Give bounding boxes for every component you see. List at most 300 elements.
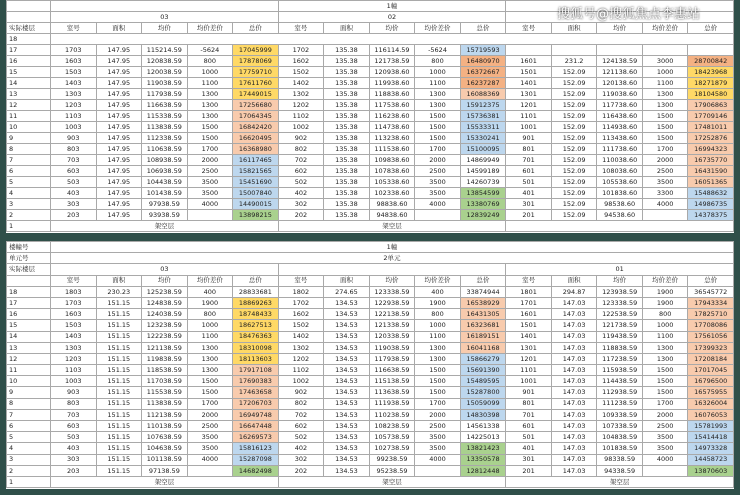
total-price: 15866279 <box>460 353 506 364</box>
area: 135.38 <box>324 45 370 56</box>
total-price: 18310098 <box>233 342 279 353</box>
floor-number: 16 <box>7 56 51 67</box>
floor-number: 8 <box>7 144 51 155</box>
price-difference: 4000 <box>187 199 233 210</box>
unit-price: 123338.59 <box>597 297 643 308</box>
price-difference: -5624 <box>187 45 233 56</box>
unit-price: 120138.60 <box>597 78 643 89</box>
area: 135.38 <box>324 155 370 166</box>
total-price: 15287098 <box>233 454 279 465</box>
price-difference: 1100 <box>642 331 688 342</box>
column-header: 均价差价 <box>642 23 688 34</box>
price-difference: 1300 <box>415 353 461 364</box>
total-price <box>688 45 734 56</box>
total-price: 18476363 <box>233 331 279 342</box>
floor-row <box>7 297 734 308</box>
floor-number: 11 <box>7 365 51 376</box>
floor-row <box>7 454 734 465</box>
room-number: 1503 <box>51 320 97 331</box>
bottom-unit-title: 2单元 <box>51 253 734 264</box>
floor-row <box>7 56 734 67</box>
total-price: 17206703 <box>233 398 279 409</box>
column-header: 面积 <box>96 23 142 34</box>
total-price: 16323681 <box>460 320 506 331</box>
floor-row <box>7 155 734 166</box>
price-difference: -5624 <box>415 45 461 56</box>
total-price: 13898215 <box>233 210 279 221</box>
floor-number: 5 <box>7 177 51 188</box>
price-difference: 800 <box>415 56 461 67</box>
price-difference: 1500 <box>642 387 688 398</box>
room-number: 1201 <box>506 100 552 111</box>
column-header: 均价 <box>597 23 643 34</box>
floor-number: 15 <box>7 320 51 331</box>
total-price: 16051365 <box>688 177 734 188</box>
price-difference: 4000 <box>642 199 688 210</box>
unit-price: 108938.59 <box>142 155 188 166</box>
price-difference: 3500 <box>642 443 688 454</box>
total-price: 17690383 <box>233 376 279 387</box>
floor-row <box>7 421 734 432</box>
top-unit-02: 02 <box>278 12 506 23</box>
area: 152.09 <box>551 188 597 199</box>
floor-row <box>7 365 734 376</box>
unit-price: 95238.59 <box>369 465 415 476</box>
floor-row <box>7 465 734 476</box>
total-price: 13350578 <box>460 454 506 465</box>
room-number: 803 <box>51 398 97 409</box>
price-difference: 1100 <box>187 331 233 342</box>
column-header: 面积 <box>96 275 142 286</box>
room-number: 702 <box>278 155 324 166</box>
area: 147.95 <box>96 100 142 111</box>
price-difference: 800 <box>187 56 233 67</box>
floor-row <box>7 443 734 454</box>
room-number: 1203 <box>51 353 97 364</box>
unit-price: 119038.60 <box>597 89 643 100</box>
price-difference: 1900 <box>415 297 461 308</box>
area: 151.15 <box>96 309 142 320</box>
column-header: 面积 <box>551 275 597 286</box>
price-difference: 1300 <box>187 100 233 111</box>
total-price: 13380769 <box>460 199 506 210</box>
total-price: 16994323 <box>688 144 734 155</box>
column-header: 室号 <box>506 275 552 286</box>
total-price: 16368980 <box>233 144 279 155</box>
total-price: 28833681 <box>233 286 279 297</box>
room-number: 502 <box>278 432 324 443</box>
area: 151.15 <box>96 342 142 353</box>
area: 147.95 <box>96 122 142 133</box>
total-price: 16326004 <box>688 398 734 409</box>
room-number: 1201 <box>506 353 552 364</box>
unit-price: 107838.60 <box>369 166 415 177</box>
floor-row <box>7 476 734 487</box>
price-difference: 3500 <box>415 443 461 454</box>
floor-row <box>7 432 734 443</box>
unit-price: 94338.59 <box>597 465 643 476</box>
price-difference: 2000 <box>187 409 233 420</box>
area: 151.15 <box>96 297 142 308</box>
total-price: 14561338 <box>460 421 506 432</box>
bottom-unit-01: 01 <box>506 264 734 275</box>
top-corner <box>7 1 51 12</box>
total-price: 17017045 <box>688 365 734 376</box>
unit-price: 122538.59 <box>597 309 643 320</box>
unit-price: 101838.60 <box>597 188 643 199</box>
total-price: 15488632 <box>688 188 734 199</box>
room-number: 1401 <box>506 331 552 342</box>
floor-number: 14 <box>7 78 51 89</box>
room-number: 1702 <box>278 45 324 56</box>
total-price: 17449015 <box>233 89 279 100</box>
area: 147.03 <box>551 353 597 364</box>
total-price: 17252876 <box>688 133 734 144</box>
room-number: 1503 <box>51 67 97 78</box>
unit-price: 119038.59 <box>142 78 188 89</box>
unit-price: 105338.60 <box>369 177 415 188</box>
price-difference: 2500 <box>187 421 233 432</box>
price-difference: 1500 <box>415 376 461 387</box>
floor-row <box>7 387 734 398</box>
unit-price: 111238.59 <box>597 398 643 409</box>
unit-price: 101438.59 <box>142 188 188 199</box>
area: 231.2 <box>551 56 597 67</box>
price-difference <box>642 210 688 221</box>
room-number: 803 <box>51 144 97 155</box>
top-floor-label-blank <box>7 12 51 23</box>
unit-price: 114938.60 <box>597 122 643 133</box>
area: 134.53 <box>324 365 370 376</box>
area: 134.53 <box>324 443 370 454</box>
unit-price: 121138.59 <box>142 342 188 353</box>
total-price: 15287800 <box>460 387 506 398</box>
unit-price: 121738.59 <box>597 320 643 331</box>
price-difference: 1000 <box>187 320 233 331</box>
total-price: 17463658 <box>233 387 279 398</box>
room-number: 801 <box>506 398 552 409</box>
unit-price: 117938.59 <box>369 353 415 364</box>
area: 134.53 <box>324 342 370 353</box>
total-price: 17208184 <box>688 353 734 364</box>
area: 147.95 <box>96 45 142 56</box>
price-difference: 3500 <box>415 432 461 443</box>
floor-row <box>7 342 734 353</box>
area: 147.95 <box>96 177 142 188</box>
area: 135.38 <box>324 177 370 188</box>
room-number: 1501 <box>506 320 552 331</box>
price-difference: 3500 <box>642 177 688 188</box>
price-difference: 1700 <box>415 144 461 155</box>
room-number: 703 <box>51 409 97 420</box>
unit-price: 110138.59 <box>142 421 188 432</box>
room-number: 202 <box>278 465 324 476</box>
area: 134.53 <box>324 398 370 409</box>
area: 152.09 <box>551 155 597 166</box>
total-price: 15816123 <box>233 443 279 454</box>
floor-number: 1 <box>7 476 51 487</box>
unit-price: 101838.59 <box>597 443 643 454</box>
total-price: 13854599 <box>460 188 506 199</box>
total-price: 17917108 <box>233 365 279 376</box>
room-number: 302 <box>278 199 324 210</box>
total-price: 15821565 <box>233 166 279 177</box>
price-difference: 1100 <box>415 78 461 89</box>
unit-price: 97138.59 <box>142 465 188 476</box>
room-number: 703 <box>51 155 97 166</box>
unit-price: 114438.59 <box>597 376 643 387</box>
room-number: 802 <box>278 144 324 155</box>
area: 147.03 <box>551 409 597 420</box>
total-price: 16575955 <box>688 387 734 398</box>
unit-price: 124038.59 <box>142 309 188 320</box>
unit-price: 109838.60 <box>369 155 415 166</box>
room-number: 903 <box>51 387 97 398</box>
column-header: 均价差价 <box>187 275 233 286</box>
price-difference: 1900 <box>187 297 233 308</box>
floor-number: 17 <box>7 297 51 308</box>
bottom-unit-label: 单元号 <box>7 253 51 264</box>
total-price: 16620495 <box>233 133 279 144</box>
price-difference: 1300 <box>187 353 233 364</box>
unit-price <box>597 45 643 56</box>
floor-number: 10 <box>7 122 51 133</box>
total-price: 17561056 <box>688 331 734 342</box>
area: 134.53 <box>324 376 370 387</box>
total-price: 15691390 <box>460 365 506 376</box>
stilt-floor-cell <box>506 221 734 232</box>
price-difference: 400 <box>187 286 233 297</box>
column-header: 均价 <box>369 275 415 286</box>
top-price-table-panel <box>6 0 734 233</box>
room-number: 1402 <box>278 78 324 89</box>
total-price: 16041168 <box>460 342 506 353</box>
floor-row <box>7 221 734 232</box>
room-number: 1802 <box>278 286 324 297</box>
column-header: 均价 <box>142 275 188 286</box>
area: 152.09 <box>551 78 597 89</box>
room-number: 1403 <box>51 78 97 89</box>
area: 135.38 <box>324 89 370 100</box>
room-number: 801 <box>506 144 552 155</box>
area: 135.38 <box>324 56 370 67</box>
floor-number: 12 <box>7 353 51 364</box>
floor-row <box>7 409 734 420</box>
area: 135.38 <box>324 67 370 78</box>
price-difference: 1900 <box>642 297 688 308</box>
price-difference: 1300 <box>187 111 233 122</box>
price-difference: 3500 <box>642 432 688 443</box>
total-price: 15781993 <box>688 421 734 432</box>
unit-price: 125238.59 <box>142 286 188 297</box>
unit-price: 116238.60 <box>369 111 415 122</box>
floor-row <box>7 353 734 364</box>
total-price: 15414418 <box>688 432 734 443</box>
area: 152.09 <box>551 67 597 78</box>
unit-price: 101138.59 <box>142 454 188 465</box>
area: 152.09 <box>551 133 597 144</box>
area: 152.09 <box>551 89 597 100</box>
price-difference: 4000 <box>642 454 688 465</box>
room-number: 1302 <box>278 89 324 100</box>
area: 151.15 <box>96 421 142 432</box>
area: 152.09 <box>551 166 597 177</box>
unit-price: 104438.59 <box>142 177 188 188</box>
price-difference: 1500 <box>415 133 461 144</box>
stilt-floor-cell: 架空层 <box>278 221 506 232</box>
total-price: 16088369 <box>460 89 506 100</box>
total-price: 16842420 <box>233 122 279 133</box>
room-number: 1101 <box>506 111 552 122</box>
stilt-floor-cell: 架空层 <box>278 476 506 487</box>
room-number: 1801 <box>506 286 552 297</box>
floor-row <box>7 286 734 297</box>
area: 147.95 <box>96 155 142 166</box>
unit-price: 123938.59 <box>597 286 643 297</box>
room-number: 401 <box>506 188 552 199</box>
total-price: 16372667 <box>460 67 506 78</box>
top-price-table <box>6 0 734 232</box>
top-unit-03: 03 <box>51 12 279 23</box>
room-number: 1103 <box>51 365 97 376</box>
price-difference: 4000 <box>187 454 233 465</box>
price-difference: 2500 <box>415 166 461 177</box>
total-price: 14682498 <box>233 465 279 476</box>
price-difference: 2000 <box>642 155 688 166</box>
room-number: 1601 <box>506 309 552 320</box>
total-price: 16431305 <box>460 309 506 320</box>
unit-price: 119938.60 <box>369 78 415 89</box>
top-building-title-cell <box>51 1 279 12</box>
area: 135.38 <box>324 188 370 199</box>
price-difference: 1300 <box>642 89 688 100</box>
room-number: 603 <box>51 421 97 432</box>
total-price: 16647448 <box>233 421 279 432</box>
total-price: 17064345 <box>233 111 279 122</box>
total-price: 16480970 <box>460 56 506 67</box>
floor-row <box>7 398 734 409</box>
area: 294.87 <box>551 286 597 297</box>
area: 134.53 <box>324 465 370 476</box>
price-difference: 1500 <box>187 122 233 133</box>
price-difference: 1300 <box>187 342 233 353</box>
room-number: 1501 <box>506 67 552 78</box>
price-difference: 3500 <box>187 432 233 443</box>
room-number: 1003 <box>51 376 97 387</box>
column-header: 均价 <box>597 275 643 286</box>
unit-price: 119038.59 <box>369 342 415 353</box>
room-number: 203 <box>51 465 97 476</box>
floor-number: 3 <box>7 199 51 210</box>
price-difference: 2500 <box>415 421 461 432</box>
unit-price: 116638.59 <box>369 365 415 376</box>
room-number: 701 <box>506 155 552 166</box>
floor-row <box>7 133 734 144</box>
unit-price: 94838.60 <box>369 210 415 221</box>
unit-price: 98538.60 <box>597 199 643 210</box>
unit-price: 119438.59 <box>597 331 643 342</box>
price-difference: 3500 <box>187 188 233 199</box>
room-number: 601 <box>506 421 552 432</box>
column-header: 均价差价 <box>642 275 688 286</box>
area: 152.09 <box>551 111 597 122</box>
floor-number: 10 <box>7 376 51 387</box>
bottom-building-label: 楼幢号 <box>7 242 51 253</box>
price-difference: 1300 <box>187 89 233 100</box>
bottom-price-table-panel <box>6 241 734 489</box>
room-number: 701 <box>506 409 552 420</box>
panel-divider <box>0 233 740 241</box>
room-number: 1103 <box>51 111 97 122</box>
unit-price: 124138.59 <box>597 56 643 67</box>
floor-number: 7 <box>7 409 51 420</box>
total-price: 14599189 <box>460 166 506 177</box>
area: 134.53 <box>324 353 370 364</box>
unit-price: 117538.60 <box>369 100 415 111</box>
total-price: 17709146 <box>688 111 734 122</box>
floor-number: 1 <box>7 221 51 232</box>
unit-price: 121338.59 <box>369 320 415 331</box>
bottom-price-table <box>6 241 734 488</box>
room-number: 1002 <box>278 376 324 387</box>
floor-number: 9 <box>7 387 51 398</box>
floor-row <box>7 78 734 89</box>
unit-price: 110638.59 <box>142 144 188 155</box>
area: 147.03 <box>551 443 597 454</box>
room-number: 301 <box>506 199 552 210</box>
room-number: 201 <box>506 465 552 476</box>
unit-price: 120938.60 <box>369 67 415 78</box>
room-number: 1001 <box>506 122 552 133</box>
total-price: 12812448 <box>460 465 506 476</box>
area: 147.03 <box>551 376 597 387</box>
area: 151.15 <box>96 387 142 398</box>
price-difference: 1500 <box>642 133 688 144</box>
bottom-header-blank <box>7 275 51 286</box>
price-difference: 1500 <box>415 365 461 376</box>
room-number: 202 <box>278 210 324 221</box>
bottom-unit-03: 03 <box>51 264 279 275</box>
area: 135.38 <box>324 144 370 155</box>
total-price: 16189151 <box>460 331 506 342</box>
column-header: 室号 <box>506 23 552 34</box>
price-difference <box>642 45 688 56</box>
total-price: 15719593 <box>460 45 506 56</box>
price-difference: 1300 <box>187 365 233 376</box>
unit-price: 98838.60 <box>369 199 415 210</box>
room-number: 1003 <box>51 122 97 133</box>
room-number: 902 <box>278 133 324 144</box>
area: 134.53 <box>324 387 370 398</box>
room-number: 1703 <box>51 45 97 56</box>
area: 147.95 <box>96 144 142 155</box>
total-price: 17611760 <box>233 78 279 89</box>
price-difference: 1000 <box>642 67 688 78</box>
unit-price: 107638.59 <box>142 432 188 443</box>
column-header: 室号 <box>278 23 324 34</box>
column-header: 均价差价 <box>187 23 233 34</box>
price-difference <box>415 465 461 476</box>
area: 151.15 <box>96 454 142 465</box>
area: 152.09 <box>551 199 597 210</box>
unit-price: 119838.59 <box>142 353 188 364</box>
area: 151.15 <box>96 376 142 387</box>
unit-price: 122938.59 <box>369 297 415 308</box>
floor-row <box>7 309 734 320</box>
area: 147.03 <box>551 454 597 465</box>
room-number: 1502 <box>278 67 324 78</box>
area: 152.09 <box>551 100 597 111</box>
